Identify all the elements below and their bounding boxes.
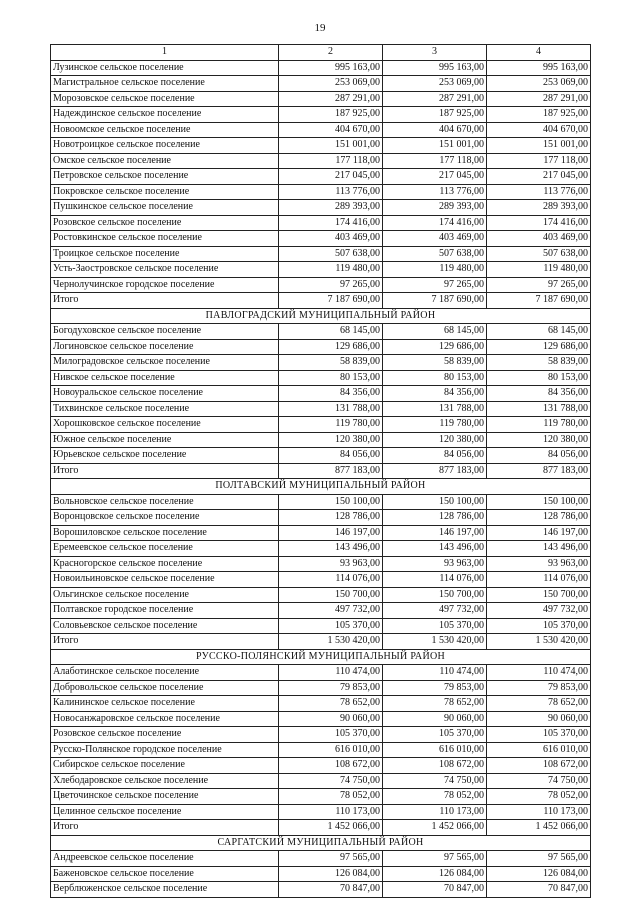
table-row bbox=[51, 91, 591, 107]
amount-cell: 131 788,00 bbox=[383, 401, 487, 417]
table-row bbox=[51, 711, 591, 727]
column-header: 2 bbox=[279, 45, 383, 61]
amount-cell: 150 100,00 bbox=[487, 494, 591, 510]
amount-cell: 68 145,00 bbox=[279, 324, 383, 340]
amount-cell: 105 370,00 bbox=[279, 727, 383, 743]
amount-cell: 119 780,00 bbox=[383, 417, 487, 433]
amount-cell: 143 496,00 bbox=[279, 541, 383, 557]
settlement-name-cell: Троицкое сельское поселение bbox=[51, 246, 279, 262]
district-header-row bbox=[51, 479, 591, 495]
table-row bbox=[51, 370, 591, 386]
table-row bbox=[51, 417, 591, 433]
amount-cell: 877 183,00 bbox=[383, 463, 487, 479]
table-row bbox=[51, 324, 591, 340]
table-row bbox=[51, 758, 591, 774]
amount-cell: 1 530 420,00 bbox=[279, 634, 383, 650]
amount-cell: 616 010,00 bbox=[487, 742, 591, 758]
table-row bbox=[51, 494, 591, 510]
amount-cell: 110 474,00 bbox=[487, 665, 591, 681]
amount-cell: 150 100,00 bbox=[279, 494, 383, 510]
table-row bbox=[51, 200, 591, 216]
table-row bbox=[51, 665, 591, 681]
settlement-name-cell: Розовское сельское поселение bbox=[51, 215, 279, 231]
amount-cell: 151 001,00 bbox=[487, 138, 591, 154]
amount-cell: 217 045,00 bbox=[383, 169, 487, 185]
amount-cell: 120 380,00 bbox=[487, 432, 591, 448]
amount-cell: 93 963,00 bbox=[383, 556, 487, 572]
settlement-name-cell: Еремеевское сельское поселение bbox=[51, 541, 279, 557]
amount-cell: 97 565,00 bbox=[487, 851, 591, 867]
table-row bbox=[51, 587, 591, 603]
amount-cell: 404 670,00 bbox=[383, 122, 487, 138]
amount-cell: 114 076,00 bbox=[487, 572, 591, 588]
amount-cell: 877 183,00 bbox=[279, 463, 383, 479]
table-row bbox=[51, 153, 591, 169]
amount-cell: 58 839,00 bbox=[383, 355, 487, 371]
table-row bbox=[51, 107, 591, 123]
amount-cell: 128 786,00 bbox=[383, 510, 487, 526]
amount-cell: 150 100,00 bbox=[383, 494, 487, 510]
amount-cell: 177 118,00 bbox=[279, 153, 383, 169]
amount-cell: 79 853,00 bbox=[279, 680, 383, 696]
amount-cell: 114 076,00 bbox=[383, 572, 487, 588]
settlement-name-cell: Калининское сельское поселение bbox=[51, 696, 279, 712]
table-row bbox=[51, 76, 591, 92]
amount-cell: 120 380,00 bbox=[383, 432, 487, 448]
amount-cell: 68 145,00 bbox=[487, 324, 591, 340]
amount-cell: 174 416,00 bbox=[383, 215, 487, 231]
amount-cell: 58 839,00 bbox=[279, 355, 383, 371]
settlement-name-cell: Ворошиловское сельское поселение bbox=[51, 525, 279, 541]
amount-cell: 105 370,00 bbox=[383, 618, 487, 634]
amount-cell: 7 187 690,00 bbox=[487, 293, 591, 309]
amount-cell: 497 732,00 bbox=[279, 603, 383, 619]
table-row bbox=[51, 851, 591, 867]
amount-cell: 78 052,00 bbox=[487, 789, 591, 805]
amount-cell: 80 153,00 bbox=[279, 370, 383, 386]
settlement-name-cell: Южное сельское поселение bbox=[51, 432, 279, 448]
amount-cell: 84 356,00 bbox=[487, 386, 591, 402]
table-row bbox=[51, 820, 591, 836]
amount-cell: 7 187 690,00 bbox=[383, 293, 487, 309]
amount-cell: 110 173,00 bbox=[279, 804, 383, 820]
amount-cell: 113 776,00 bbox=[279, 184, 383, 200]
settlement-name-cell: Новоуральское сельское поселение bbox=[51, 386, 279, 402]
amount-cell: 150 700,00 bbox=[279, 587, 383, 603]
table-row bbox=[51, 355, 591, 371]
amount-cell: 90 060,00 bbox=[383, 711, 487, 727]
amount-cell: 79 853,00 bbox=[383, 680, 487, 696]
amount-cell: 97 265,00 bbox=[383, 277, 487, 293]
amount-cell: 616 010,00 bbox=[383, 742, 487, 758]
amount-cell: 129 686,00 bbox=[487, 339, 591, 355]
table-row bbox=[51, 184, 591, 200]
amount-cell: 1 452 066,00 bbox=[279, 820, 383, 836]
district-title: ПОЛТАВСКИЙ МУНИЦИПАЛЬНЫЙ РАЙОН bbox=[51, 479, 591, 495]
amount-cell: 70 847,00 bbox=[383, 882, 487, 898]
table-row bbox=[51, 246, 591, 262]
amount-cell: 74 750,00 bbox=[383, 773, 487, 789]
amount-cell: 995 163,00 bbox=[487, 60, 591, 76]
district-header-row bbox=[51, 308, 591, 324]
settlement-name-cell: Добровольское сельское поселение bbox=[51, 680, 279, 696]
amount-cell: 253 069,00 bbox=[487, 76, 591, 92]
amount-cell: 143 496,00 bbox=[383, 541, 487, 557]
amount-cell: 119 780,00 bbox=[487, 417, 591, 433]
amount-cell: 507 638,00 bbox=[279, 246, 383, 262]
table-row bbox=[51, 277, 591, 293]
settlement-name-cell: Богодуховское сельское поселение bbox=[51, 324, 279, 340]
amount-cell: 253 069,00 bbox=[383, 76, 487, 92]
amount-cell: 404 670,00 bbox=[487, 122, 591, 138]
amount-cell: 877 183,00 bbox=[487, 463, 591, 479]
amount-cell: 105 370,00 bbox=[487, 727, 591, 743]
table-row bbox=[51, 572, 591, 588]
amount-cell: 129 686,00 bbox=[383, 339, 487, 355]
amount-cell: 146 197,00 bbox=[279, 525, 383, 541]
settlement-name-cell: Магистральное сельское поселение bbox=[51, 76, 279, 92]
amount-cell: 119 480,00 bbox=[487, 262, 591, 278]
amount-cell: 507 638,00 bbox=[383, 246, 487, 262]
table-row bbox=[51, 463, 591, 479]
amount-cell: 128 786,00 bbox=[487, 510, 591, 526]
amount-cell: 97 265,00 bbox=[279, 277, 383, 293]
amount-cell: 146 197,00 bbox=[487, 525, 591, 541]
amount-cell: 128 786,00 bbox=[279, 510, 383, 526]
column-header: 1 bbox=[51, 45, 279, 61]
settlement-name-cell: Верблюженское сельское поселение bbox=[51, 882, 279, 898]
table-row bbox=[51, 556, 591, 572]
amount-cell: 84 056,00 bbox=[487, 448, 591, 464]
amount-cell: 113 776,00 bbox=[487, 184, 591, 200]
amount-cell: 7 187 690,00 bbox=[279, 293, 383, 309]
settlement-name-cell: Полтавское городское поселение bbox=[51, 603, 279, 619]
table-row bbox=[51, 541, 591, 557]
amount-cell: 108 672,00 bbox=[487, 758, 591, 774]
amount-cell: 150 700,00 bbox=[487, 587, 591, 603]
settlement-name-cell: Покровское сельское поселение bbox=[51, 184, 279, 200]
table-row bbox=[51, 262, 591, 278]
district-header-row bbox=[51, 835, 591, 851]
settlement-name-cell: Итого bbox=[51, 634, 279, 650]
settlement-name-cell: Итого bbox=[51, 463, 279, 479]
amount-cell: 119 480,00 bbox=[279, 262, 383, 278]
amount-cell: 84 356,00 bbox=[383, 386, 487, 402]
amount-cell: 84 056,00 bbox=[279, 448, 383, 464]
settlement-name-cell: Розовское сельское поселение bbox=[51, 727, 279, 743]
amount-cell: 131 788,00 bbox=[279, 401, 383, 417]
amount-cell: 84 356,00 bbox=[279, 386, 383, 402]
amount-cell: 507 638,00 bbox=[487, 246, 591, 262]
amount-cell: 143 496,00 bbox=[487, 541, 591, 557]
amount-cell: 287 291,00 bbox=[487, 91, 591, 107]
amount-cell: 108 672,00 bbox=[383, 758, 487, 774]
table-row bbox=[51, 866, 591, 882]
settlement-name-cell: Надеждинское сельское поселение bbox=[51, 107, 279, 123]
settlement-name-cell: Омское сельское поселение bbox=[51, 153, 279, 169]
amount-cell: 126 084,00 bbox=[279, 866, 383, 882]
column-header: 3 bbox=[383, 45, 487, 61]
table-row bbox=[51, 339, 591, 355]
district-title: РУССКО-ПОЛЯНСКИЙ МУНИЦИПАЛЬНЫЙ РАЙОН bbox=[51, 649, 591, 665]
amount-cell: 79 853,00 bbox=[487, 680, 591, 696]
settlement-name-cell: Новоильиновское сельское поселение bbox=[51, 572, 279, 588]
amount-cell: 129 686,00 bbox=[279, 339, 383, 355]
amount-cell: 187 925,00 bbox=[487, 107, 591, 123]
table-row bbox=[51, 448, 591, 464]
table-row bbox=[51, 432, 591, 448]
table-row bbox=[51, 773, 591, 789]
amount-cell: 97 565,00 bbox=[279, 851, 383, 867]
district-title: ПАВЛОГРАДСКИЙ МУНИЦИПАЛЬНЫЙ РАЙОН bbox=[51, 308, 591, 324]
amount-cell: 497 732,00 bbox=[487, 603, 591, 619]
settlement-name-cell: Чернолучинское городское поселение bbox=[51, 277, 279, 293]
amount-cell: 287 291,00 bbox=[279, 91, 383, 107]
amount-cell: 93 963,00 bbox=[487, 556, 591, 572]
amount-cell: 287 291,00 bbox=[383, 91, 487, 107]
amount-cell: 105 370,00 bbox=[383, 727, 487, 743]
settlement-name-cell: Красногорское сельское поселение bbox=[51, 556, 279, 572]
amount-cell: 114 076,00 bbox=[279, 572, 383, 588]
amount-cell: 78 052,00 bbox=[279, 789, 383, 805]
settlement-name-cell: Милоградовское сельское поселение bbox=[51, 355, 279, 371]
amount-cell: 58 839,00 bbox=[487, 355, 591, 371]
amount-cell: 119 780,00 bbox=[279, 417, 383, 433]
settlement-name-cell: Воронцовское сельское поселение bbox=[51, 510, 279, 526]
table-row bbox=[51, 727, 591, 743]
settlement-name-cell: Новосанжаровское сельское поселение bbox=[51, 711, 279, 727]
amount-cell: 110 173,00 bbox=[383, 804, 487, 820]
table-row bbox=[51, 510, 591, 526]
amount-cell: 113 776,00 bbox=[383, 184, 487, 200]
amount-cell: 174 416,00 bbox=[279, 215, 383, 231]
settlement-name-cell: Хорошковское сельское поселение bbox=[51, 417, 279, 433]
table-row bbox=[51, 386, 591, 402]
amount-cell: 93 963,00 bbox=[279, 556, 383, 572]
table-row bbox=[51, 634, 591, 650]
amount-cell: 289 393,00 bbox=[383, 200, 487, 216]
settlement-name-cell: Морозовское сельское поселение bbox=[51, 91, 279, 107]
settlement-name-cell: Баженовское сельское поселение bbox=[51, 866, 279, 882]
amount-cell: 151 001,00 bbox=[383, 138, 487, 154]
settlement-name-cell: Целинное сельское поселение bbox=[51, 804, 279, 820]
amount-cell: 995 163,00 bbox=[383, 60, 487, 76]
table-row bbox=[51, 696, 591, 712]
amount-cell: 126 084,00 bbox=[383, 866, 487, 882]
amount-cell: 253 069,00 bbox=[279, 76, 383, 92]
amount-cell: 187 925,00 bbox=[383, 107, 487, 123]
amount-cell: 146 197,00 bbox=[383, 525, 487, 541]
table-row bbox=[51, 169, 591, 185]
table-row bbox=[51, 603, 591, 619]
table-row bbox=[51, 525, 591, 541]
amount-cell: 74 750,00 bbox=[279, 773, 383, 789]
column-header: 4 bbox=[487, 45, 591, 61]
settlement-name-cell: Вольновское сельское поселение bbox=[51, 494, 279, 510]
amount-cell: 119 480,00 bbox=[383, 262, 487, 278]
amount-cell: 1 530 420,00 bbox=[487, 634, 591, 650]
amount-cell: 497 732,00 bbox=[383, 603, 487, 619]
amount-cell: 97 265,00 bbox=[487, 277, 591, 293]
amount-cell: 1 452 066,00 bbox=[383, 820, 487, 836]
amount-cell: 995 163,00 bbox=[279, 60, 383, 76]
amount-cell: 151 001,00 bbox=[279, 138, 383, 154]
amount-cell: 404 670,00 bbox=[279, 122, 383, 138]
settlement-name-cell: Андреевское сельское поселение bbox=[51, 851, 279, 867]
amount-cell: 403 469,00 bbox=[487, 231, 591, 247]
settlement-name-cell: Сибирское сельское поселение bbox=[51, 758, 279, 774]
amount-cell: 90 060,00 bbox=[487, 711, 591, 727]
amount-cell: 110 173,00 bbox=[487, 804, 591, 820]
amount-cell: 174 416,00 bbox=[487, 215, 591, 231]
amount-cell: 217 045,00 bbox=[487, 169, 591, 185]
budget-table-body bbox=[51, 45, 591, 898]
table-row bbox=[51, 742, 591, 758]
amount-cell: 403 469,00 bbox=[279, 231, 383, 247]
amount-cell: 90 060,00 bbox=[279, 711, 383, 727]
amount-cell: 177 118,00 bbox=[383, 153, 487, 169]
table-row bbox=[51, 789, 591, 805]
amount-cell: 78 652,00 bbox=[383, 696, 487, 712]
amount-cell: 78 652,00 bbox=[279, 696, 383, 712]
settlement-name-cell: Ольгинское сельское поселение bbox=[51, 587, 279, 603]
amount-cell: 70 847,00 bbox=[487, 882, 591, 898]
amount-cell: 1 530 420,00 bbox=[383, 634, 487, 650]
settlement-name-cell: Цветочинское сельское поселение bbox=[51, 789, 279, 805]
amount-cell: 105 370,00 bbox=[279, 618, 383, 634]
amount-cell: 120 380,00 bbox=[279, 432, 383, 448]
amount-cell: 217 045,00 bbox=[279, 169, 383, 185]
table-row bbox=[51, 618, 591, 634]
settlement-name-cell: Хлебодаровское сельское поселение bbox=[51, 773, 279, 789]
amount-cell: 110 474,00 bbox=[279, 665, 383, 681]
amount-cell: 97 565,00 bbox=[383, 851, 487, 867]
amount-cell: 289 393,00 bbox=[487, 200, 591, 216]
amount-cell: 105 370,00 bbox=[487, 618, 591, 634]
settlement-name-cell: Логиновское сельское поселение bbox=[51, 339, 279, 355]
amount-cell: 108 672,00 bbox=[279, 758, 383, 774]
table-row bbox=[51, 215, 591, 231]
table-row bbox=[51, 293, 591, 309]
settlement-name-cell: Ростовкинское сельское поселение bbox=[51, 231, 279, 247]
table-row bbox=[51, 882, 591, 898]
amount-cell: 403 469,00 bbox=[383, 231, 487, 247]
amount-cell: 131 788,00 bbox=[487, 401, 591, 417]
settlement-name-cell: Алаботинское сельское поселение bbox=[51, 665, 279, 681]
amount-cell: 84 056,00 bbox=[383, 448, 487, 464]
amount-cell: 80 153,00 bbox=[383, 370, 487, 386]
amount-cell: 150 700,00 bbox=[383, 587, 487, 603]
amount-cell: 80 153,00 bbox=[487, 370, 591, 386]
settlement-name-cell: Пушкинское сельское поселение bbox=[51, 200, 279, 216]
amount-cell: 78 052,00 bbox=[383, 789, 487, 805]
table-row bbox=[51, 231, 591, 247]
settlement-name-cell: Новоомское сельское поселение bbox=[51, 122, 279, 138]
settlement-name-cell: Итого bbox=[51, 820, 279, 836]
settlement-name-cell: Лузинское сельское поселение bbox=[51, 60, 279, 76]
district-header-row bbox=[51, 649, 591, 665]
table-row bbox=[51, 804, 591, 820]
settlement-name-cell: Нивское сельское поселение bbox=[51, 370, 279, 386]
table-row bbox=[51, 122, 591, 138]
amount-cell: 289 393,00 bbox=[279, 200, 383, 216]
table-row bbox=[51, 138, 591, 154]
amount-cell: 126 084,00 bbox=[487, 866, 591, 882]
table-row bbox=[51, 680, 591, 696]
budget-table bbox=[50, 44, 591, 898]
amount-cell: 177 118,00 bbox=[487, 153, 591, 169]
settlement-name-cell: Тихвинское сельское поселение bbox=[51, 401, 279, 417]
amount-cell: 110 474,00 bbox=[383, 665, 487, 681]
settlement-name-cell: Юрьевское сельское поселение bbox=[51, 448, 279, 464]
amount-cell: 78 652,00 bbox=[487, 696, 591, 712]
amount-cell: 70 847,00 bbox=[279, 882, 383, 898]
settlement-name-cell: Итого bbox=[51, 293, 279, 309]
table-row bbox=[51, 401, 591, 417]
amount-cell: 68 145,00 bbox=[383, 324, 487, 340]
table-row bbox=[51, 60, 591, 76]
column-number-header-row bbox=[51, 45, 591, 61]
settlement-name-cell: Соловьевское сельское поселение bbox=[51, 618, 279, 634]
settlement-name-cell: Русско-Полянское городское поселение bbox=[51, 742, 279, 758]
amount-cell: 187 925,00 bbox=[279, 107, 383, 123]
district-title: САРГАТСКИЙ МУНИЦИПАЛЬНЫЙ РАЙОН bbox=[51, 835, 591, 851]
settlement-name-cell: Новотроицкое сельское поселение bbox=[51, 138, 279, 154]
amount-cell: 1 452 066,00 bbox=[487, 820, 591, 836]
amount-cell: 74 750,00 bbox=[487, 773, 591, 789]
amount-cell: 616 010,00 bbox=[279, 742, 383, 758]
page-number: 19 bbox=[314, 22, 326, 34]
settlement-name-cell: Петровское сельское поселение bbox=[51, 169, 279, 185]
settlement-name-cell: Усть-Заостровское сельское поселение bbox=[51, 262, 279, 278]
